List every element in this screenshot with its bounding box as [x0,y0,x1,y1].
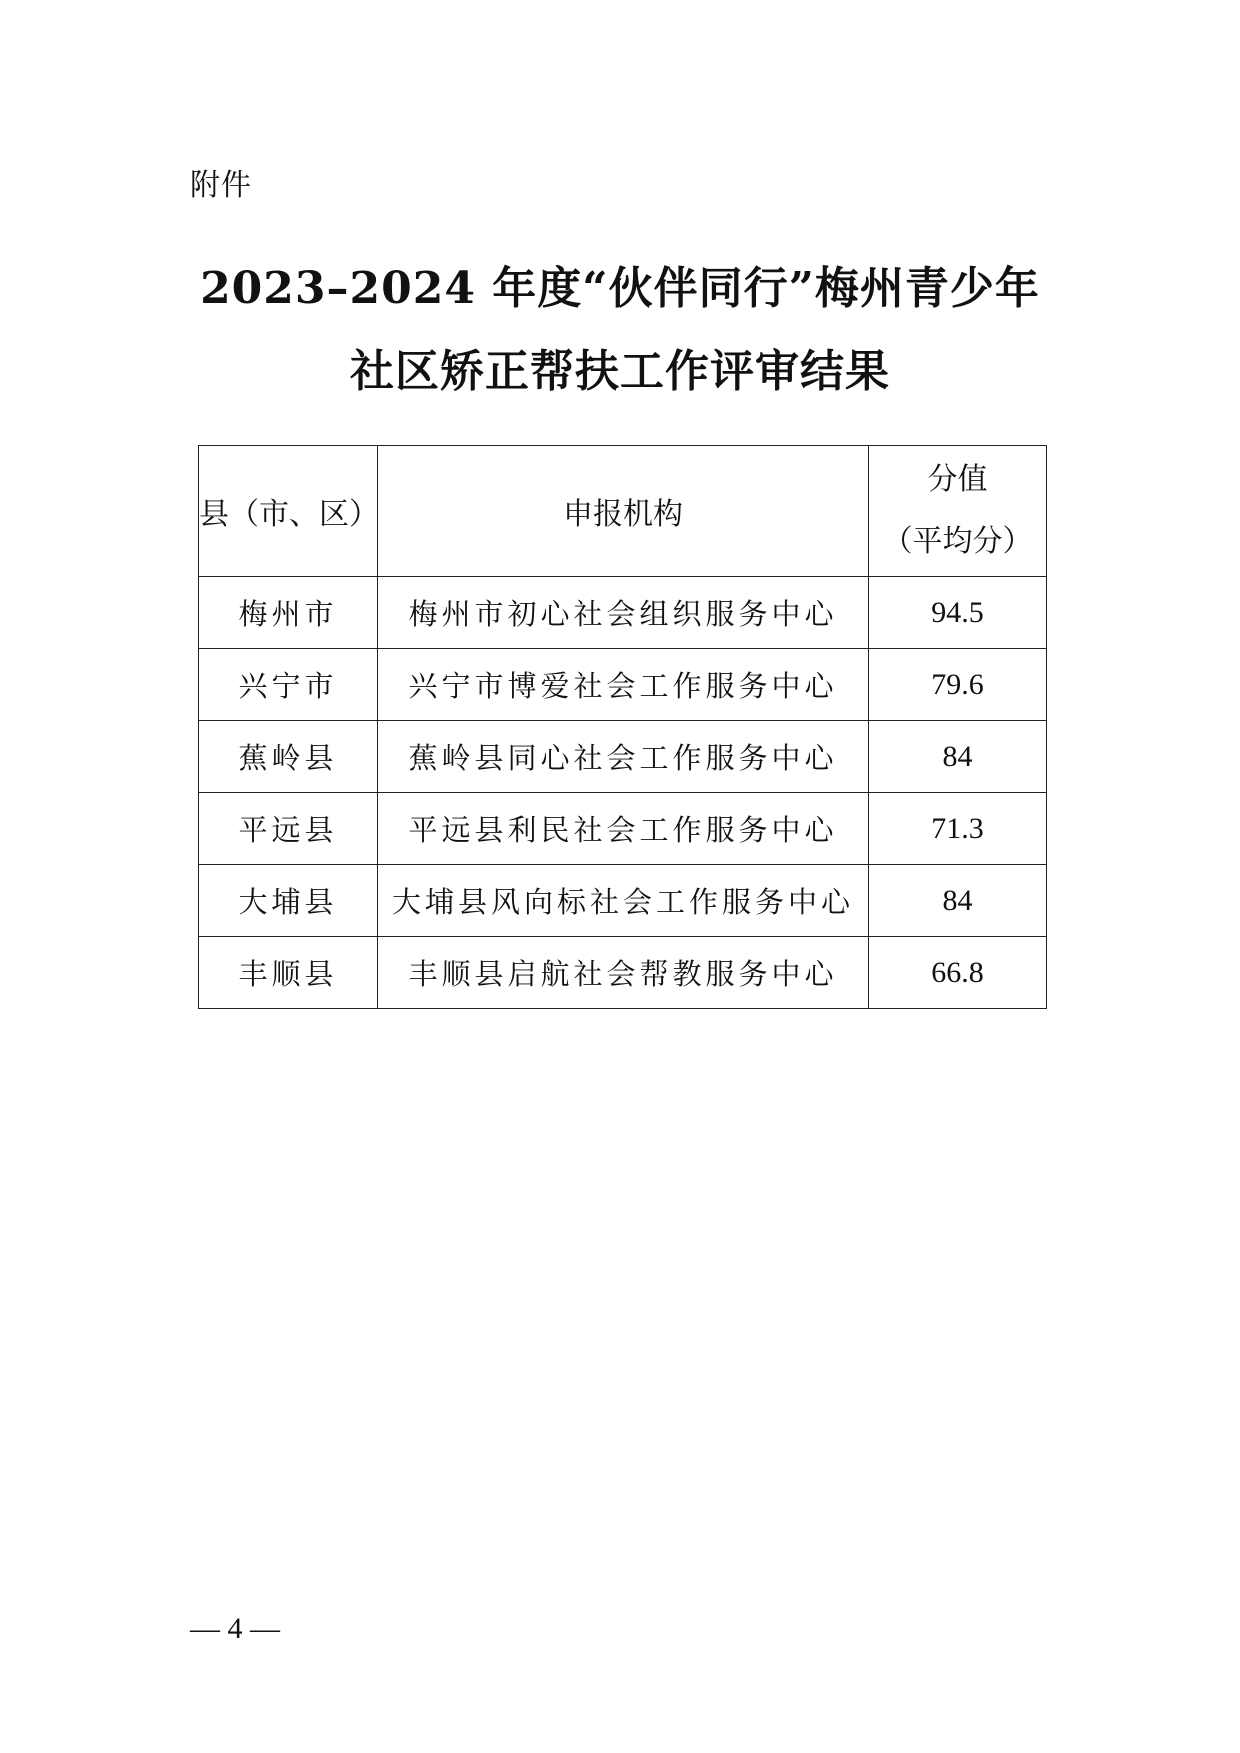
organization-cell: 兴宁市博爱社会工作服务中心 [378,649,869,721]
table-row [199,865,1047,937]
document-title-line-1: 2023–2024 年度“伙伴同行”梅州青少年 [200,263,1040,314]
score-header-note: （平均分） [882,524,1033,559]
organization-cell: 丰顺县启航社会帮教服务中心 [378,937,869,1009]
county-cell: 梅州市 [199,577,378,649]
score-cell: 84 [869,865,1047,937]
score-cell: 71.3 [869,793,1047,865]
organization-column-header: 申报机构 [378,446,869,577]
county-cell: 兴宁市 [199,649,378,721]
county-cell: 大埔县 [199,865,378,937]
attachment-label: 附件 [190,168,252,203]
results-table [198,445,1047,1009]
county-cell: 平远县 [199,793,378,865]
table-row [199,577,1047,649]
county-cell: 蕉岭县 [199,721,378,793]
organization-cell: 蕉岭县同心社会工作服务中心 [378,721,869,793]
organization-cell: 大埔县风向标社会工作服务中心 [378,865,869,937]
county-column-header: 县（市、区） [199,446,378,577]
organization-cell: 梅州市初心社会组织服务中心 [378,577,869,649]
table-row [199,649,1047,721]
score-cell: 84 [869,721,1047,793]
organization-cell: 平远县利民社会工作服务中心 [378,793,869,865]
county-cell: 丰顺县 [199,937,378,1009]
table-row [199,937,1047,1009]
score-cell: 66.8 [869,937,1047,1009]
table-header-row [199,446,1047,577]
score-cell: 79.6 [869,649,1047,721]
document-title-line-2: 社区矫正帮扶工作评审结果 [350,346,890,397]
score-cell: 94.5 [869,577,1047,649]
table-row [199,793,1047,865]
score-column-header [869,446,1047,577]
score-header-label: 分值 [927,462,988,497]
table-row [199,721,1047,793]
page-number: — 4 — [190,1612,280,1645]
